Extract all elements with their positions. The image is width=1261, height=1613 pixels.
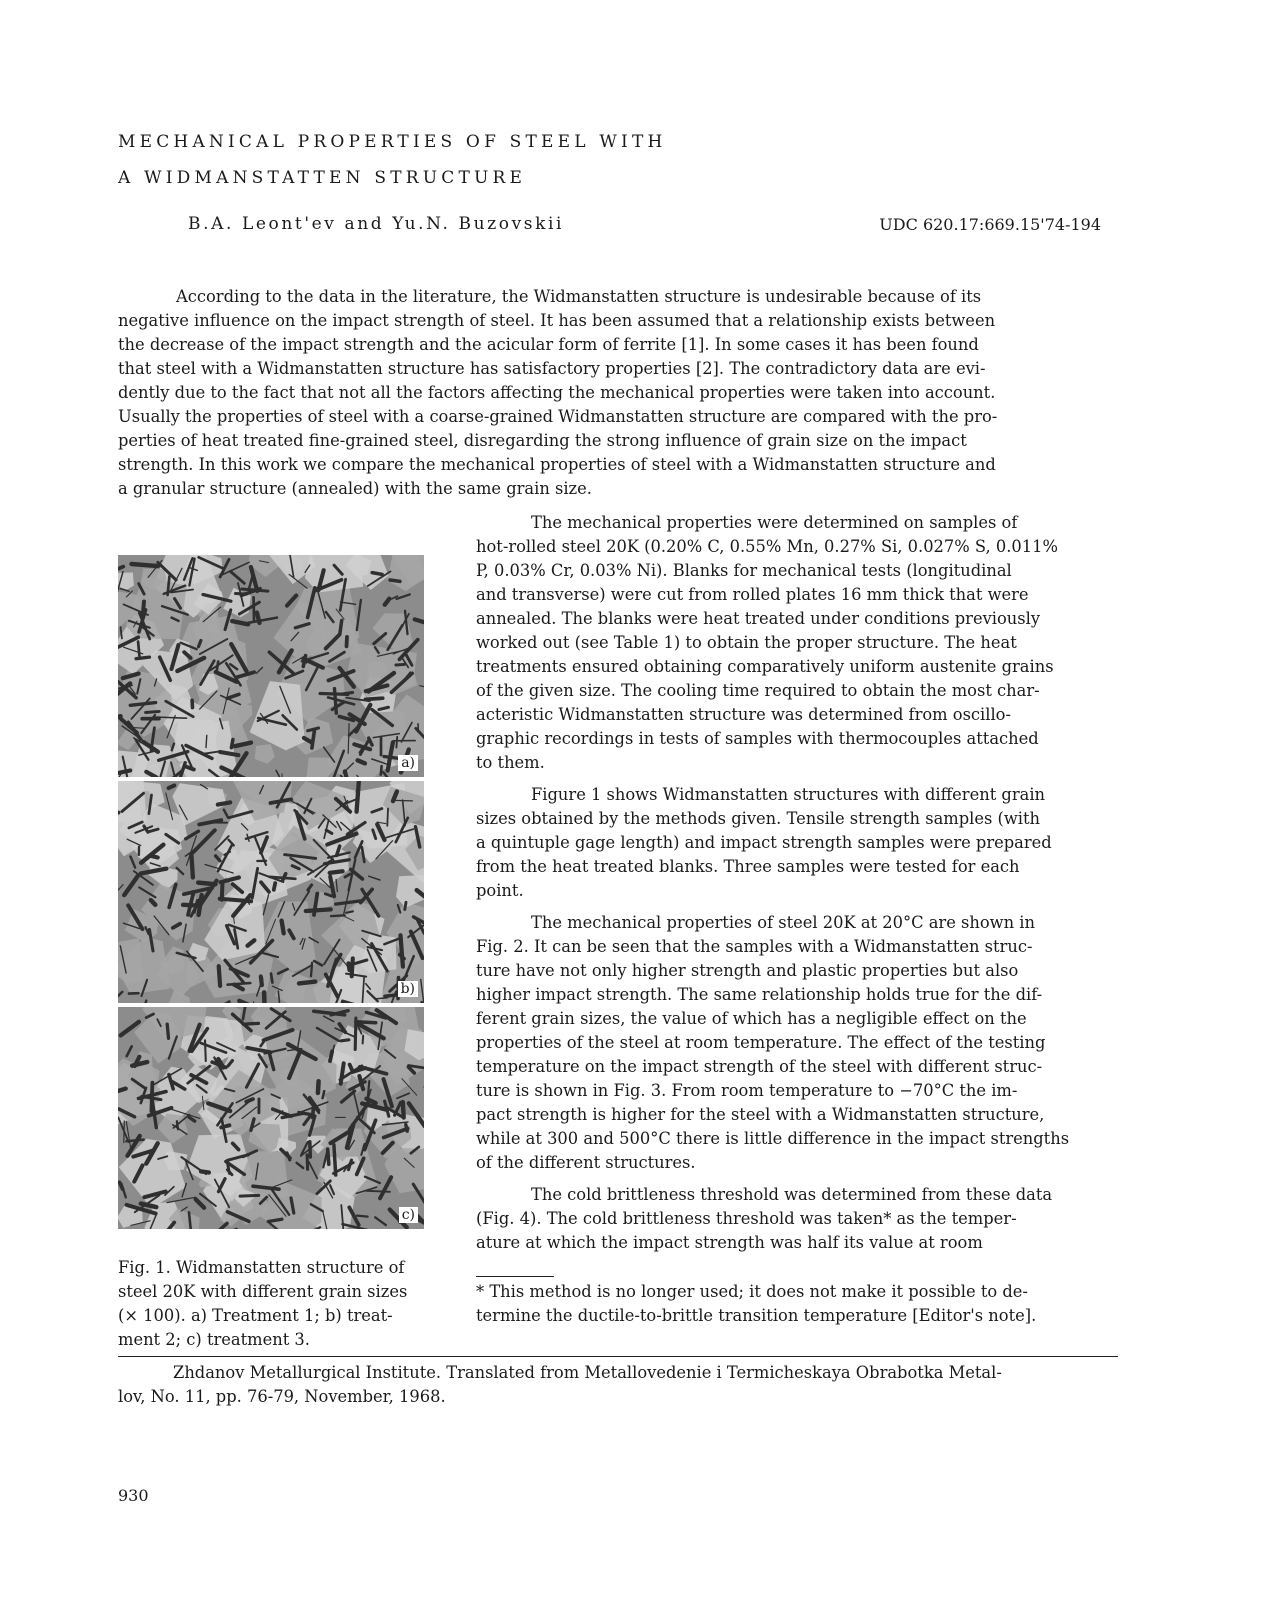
micrograph-b: [118, 781, 424, 1003]
body-line: pact strength is higher for the steel with a Widmanstatten structure,: [476, 1105, 1045, 1124]
body-line: graphic recordings in tests of samples with thermocouples attached: [476, 729, 1039, 748]
body-line: of the different structures.: [476, 1153, 696, 1172]
intro-line: perties of heat treated fine-grained steel, disregarding the strong influence of grain size on the impact: [118, 431, 967, 450]
body-line: a quintuple gage length) and impact strength samples were prepared: [476, 833, 1052, 852]
title-line-2: A WIDMANSTATTEN STRUCTURE: [118, 168, 527, 188]
authors: B.A. Leont'ev and Yu.N. Buzovskii: [188, 214, 565, 234]
affiliation-line: Zhdanov Metallurgical Institute. Translated from Metallovedenie i Termicheskaya Obrabotka Metal-: [173, 1363, 1002, 1382]
udc-code: UDC 620.17:669.15'74-194: [879, 215, 1101, 234]
body-line: (Fig. 4). The cold brittleness threshold was taken* as the temper-: [476, 1209, 1017, 1228]
body-line: Figure 1 shows Widmanstatten structures with different grain: [531, 785, 1046, 804]
micrograph-c-image: [118, 1007, 424, 1229]
body-line: from the heat treated blanks. Three samples were tested for each: [476, 857, 1020, 876]
body-line: higher impact strength. The same relationship holds true for the dif-: [476, 985, 1043, 1004]
body-line: temperature on the impact strength of the steel with different struc-: [476, 1057, 1043, 1076]
affiliation-line: lov, No. 11, pp. 76-79, November, 1968.: [118, 1387, 446, 1406]
body-line: ture is shown in Fig. 3. From room temperature to −70°C the im-: [476, 1081, 1018, 1100]
affiliation-rule: [118, 1356, 1118, 1357]
intro-line: negative influence on the impact strength of steel. It has been assumed that a relationship exists between: [118, 311, 996, 330]
body-line: P, 0.03% Cr, 0.03% Ni). Blanks for mechanical tests (longitudinal: [476, 561, 1012, 580]
body-line: of the given size. The cooling time required to obtain the most char-: [476, 681, 1040, 700]
body-line: point.: [476, 881, 524, 900]
panel-label-a: a): [398, 755, 418, 771]
intro-line: Usually the properties of steel with a coarse-grained Widmanstatten structure are compared with the pro-: [118, 407, 998, 426]
footnote-line: * This method is no longer used; it does not make it possible to de-: [476, 1282, 1028, 1301]
micrograph-a: [118, 555, 424, 777]
micrograph-c: [118, 1007, 424, 1229]
body-line: The mechanical properties were determined on samples of: [531, 513, 1018, 532]
body-line: sizes obtained by the methods given. Tensile strength samples (with: [476, 809, 1041, 828]
body-paragraph-2: [476, 783, 1124, 903]
figure-1: [118, 555, 426, 1233]
body-line: annealed. The blanks were heat treated under conditions previously: [476, 609, 1041, 628]
body-line: while at 300 and 500°C there is little difference in the impact strengths: [476, 1129, 1070, 1148]
footnote-line: termine the ductile-to-brittle transition temperature [Editor's note].: [476, 1306, 1037, 1325]
intro-line: the decrease of the impact strength and the acicular form of ferrite [1]. In some cases it has been found: [118, 335, 979, 354]
body-line: ature at which the impact strength was half its value at room: [476, 1233, 983, 1252]
caption-line: Fig. 1. Widmanstatten structure of: [118, 1258, 405, 1277]
caption-line: steel 20K with different grain sizes: [118, 1282, 408, 1301]
title-line-1: MECHANICAL PROPERTIES OF STEEL WITH: [118, 132, 667, 152]
micrograph-a-image: [118, 555, 424, 777]
body-line: to them.: [476, 753, 545, 772]
affiliation: [118, 1361, 1108, 1409]
intro-line: According to the data in the literature, the Widmanstatten structure is undesirable because of its: [176, 287, 982, 306]
intro-line: a granular structure (annealed) with the same grain size.: [118, 479, 592, 498]
page-number: 930: [118, 1486, 149, 1505]
body-line: hot-rolled steel 20K (0.20% C, 0.55% Mn, 0.27% Si, 0.027% S, 0.011%: [476, 537, 1058, 556]
intro-line: dently due to the fact that not all the factors affecting the mechanical properties were taken into account.: [118, 383, 996, 402]
panel-label-b: b): [398, 981, 418, 997]
body-line: and transverse) were cut from rolled plates 16 mm thick that were: [476, 585, 1029, 604]
body-paragraph-3: [476, 911, 1124, 1175]
body-paragraph-1: [476, 511, 1124, 775]
body-line: ture have not only higher strength and plastic properties but also: [476, 961, 1019, 980]
body-column: [476, 511, 1124, 1263]
footnote: [476, 1280, 1124, 1328]
micrograph-b-image: [118, 781, 424, 1003]
caption-line: (× 100). a) Treatment 1; b) treat-: [118, 1306, 393, 1325]
footnote-rule: [476, 1276, 554, 1277]
body-line: acteristic Widmanstatten structure was determined from oscillo-: [476, 705, 1011, 724]
body-line: The mechanical properties of steel 20K at 20°C are shown in: [531, 913, 1035, 932]
body-line: properties of the steel at room temperature. The effect of the testing: [476, 1033, 1046, 1052]
panel-label-c: c): [399, 1207, 418, 1223]
body-line: The cold brittleness threshold was determined from these data: [531, 1185, 1053, 1204]
figure-caption: [118, 1256, 458, 1352]
caption-line: ment 2; c) treatment 3.: [118, 1330, 310, 1349]
body-line: treatments ensured obtaining comparatively uniform austenite grains: [476, 657, 1054, 676]
intro-line: strength. In this work we compare the mechanical properties of steel with a Widmanstatten structure and: [118, 455, 996, 474]
body-line: worked out (see Table 1) to obtain the proper structure. The heat: [476, 633, 1017, 652]
intro-paragraph: [118, 285, 1102, 501]
body-paragraph-4: [476, 1183, 1124, 1255]
body-line: Fig. 2. It can be seen that the samples with a Widmanstatten struc-: [476, 937, 1033, 956]
body-line: ferent grain sizes, the value of which has a negligible effect on the: [476, 1009, 1027, 1028]
intro-line: that steel with a Widmanstatten structure has satisfactory properties [2]. The contradictory data are evi-: [118, 359, 986, 378]
